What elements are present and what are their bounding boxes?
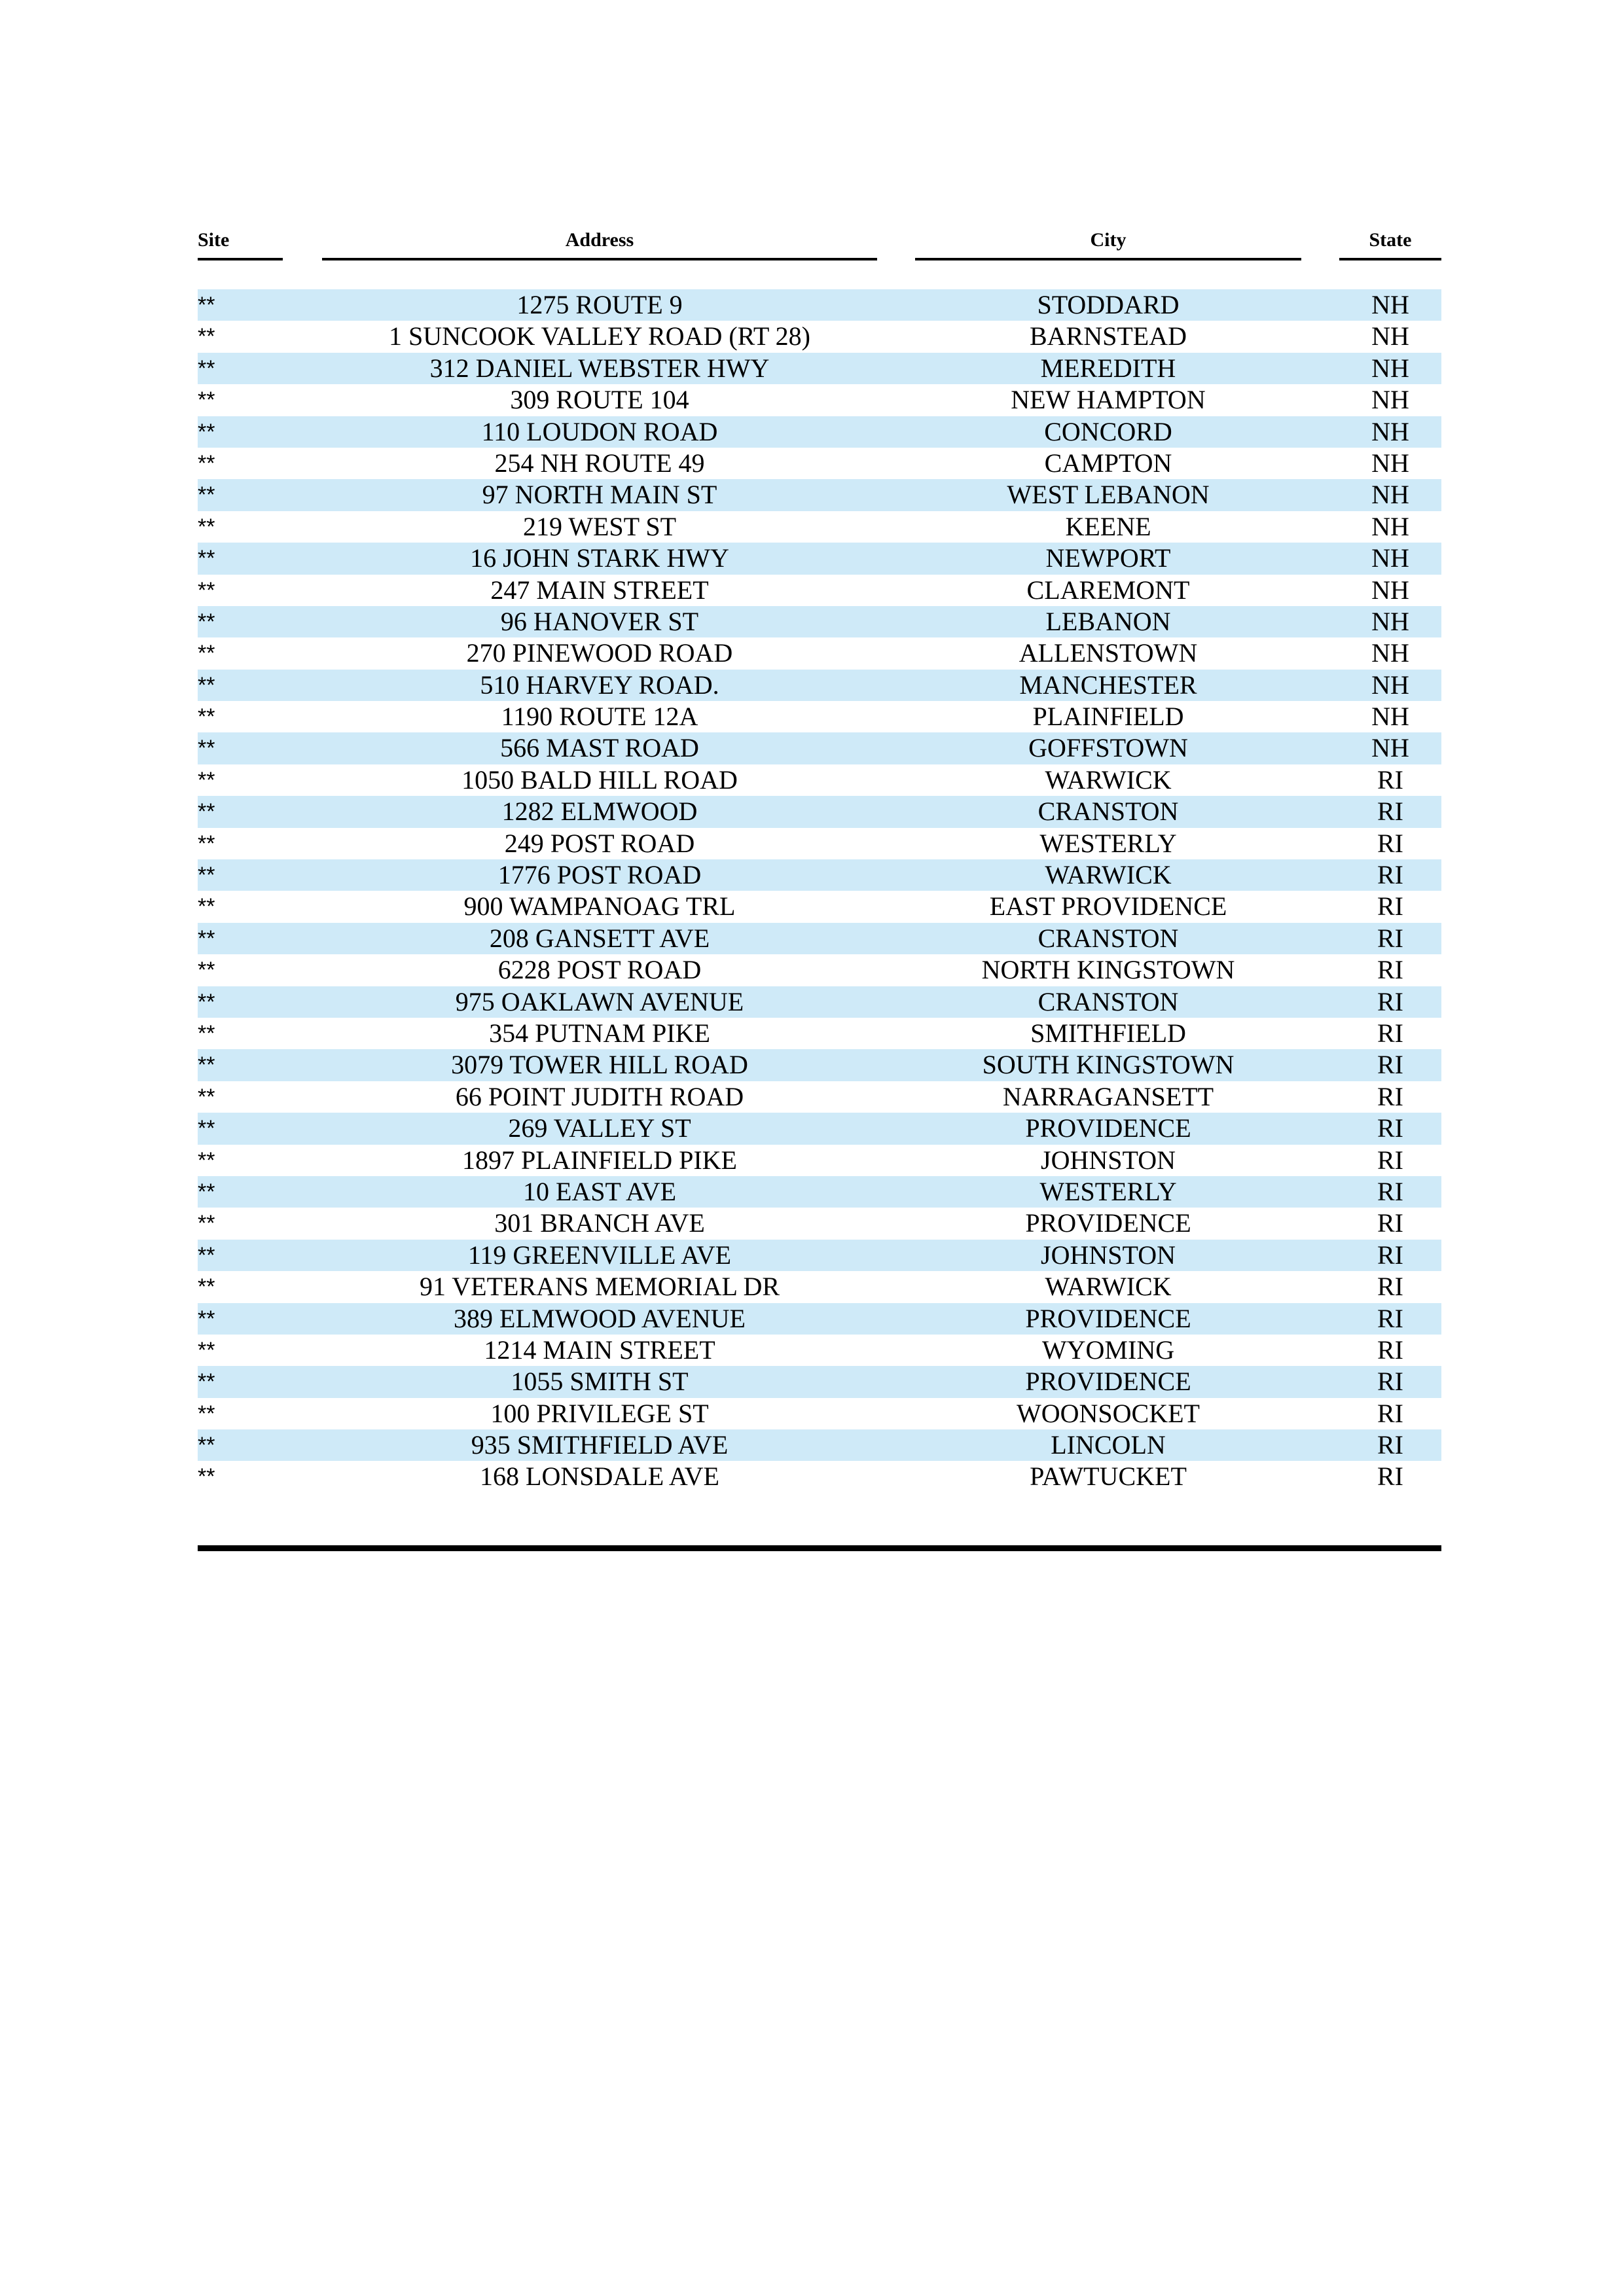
address-cell: 1190 ROUTE 12A	[501, 702, 698, 732]
address-cell: 354 PUTNAM PIKE	[489, 1018, 710, 1048]
table-row	[198, 637, 1441, 669]
city-cell: JOHNSTON	[1041, 1145, 1176, 1175]
state-cell: RI	[1377, 986, 1403, 1016]
table-row	[198, 986, 1441, 1018]
city-cell: PROVIDENCE	[1025, 1367, 1191, 1397]
site-cell: **	[198, 1052, 215, 1078]
address-cell: 3079 TOWER HILL ROAD	[451, 1050, 748, 1080]
state-cell: RI	[1377, 891, 1403, 922]
address-cell: 1214 MAIN STREET	[484, 1335, 715, 1365]
address-cell: 168 LONSDALE AVE	[480, 1462, 719, 1492]
address-cell: 269 VALLEY ST	[508, 1113, 691, 1143]
table-row	[198, 1081, 1441, 1113]
site-cell: **	[198, 925, 215, 951]
state-cell: NH	[1371, 321, 1409, 351]
address-cell: 249 POST ROAD	[504, 828, 695, 858]
site-cell: **	[198, 1242, 215, 1268]
site-cell: **	[198, 1116, 215, 1141]
city-cell: WEST LEBANON	[1007, 480, 1210, 510]
table-row	[198, 384, 1441, 416]
table-row	[198, 1018, 1441, 1049]
site-cell: **	[198, 546, 215, 571]
address-cell: 510 HARVEY ROAD.	[480, 670, 719, 700]
state-cell: NH	[1371, 416, 1409, 446]
address-cell: 10 EAST AVE	[522, 1176, 677, 1206]
state-cell: RI	[1377, 828, 1403, 858]
city-cell: WESTERLY	[1039, 1176, 1177, 1206]
state-cell: NH	[1371, 575, 1409, 605]
bottom-rule	[198, 1545, 1441, 1551]
table-row	[198, 289, 1441, 321]
address-cell: 1776 POST ROAD	[497, 860, 702, 890]
address-cell: 975 OAKLAWN AVENUE	[455, 986, 744, 1016]
table-row	[198, 321, 1441, 352]
table-row	[198, 1208, 1441, 1239]
table-row	[198, 732, 1441, 764]
city-cell: STODDARD	[1037, 290, 1180, 319]
address-cell: 1055 SMITH ST	[511, 1367, 689, 1397]
table-row	[198, 1271, 1441, 1302]
table-row	[198, 1240, 1441, 1271]
state-cell: RI	[1377, 1050, 1403, 1080]
address-cell: 119 GREENVILLE AVE	[467, 1240, 732, 1270]
site-cell: **	[198, 1369, 215, 1395]
city-cell: MEREDITH	[1040, 353, 1176, 383]
site-cell: **	[198, 1179, 215, 1204]
table-row	[198, 1049, 1441, 1081]
state-cell: NH	[1371, 448, 1409, 478]
table-row	[198, 1303, 1441, 1335]
site-cell: **	[198, 641, 215, 666]
state-cell: RI	[1377, 1430, 1403, 1460]
site-cell: **	[198, 450, 215, 476]
address-cell: 566 MAST ROAD	[500, 733, 699, 763]
state-cell: NH	[1371, 290, 1409, 319]
city-cell: WARWICK	[1045, 1272, 1172, 1302]
site-cell: **	[198, 293, 215, 317]
state-cell: RI	[1377, 1081, 1403, 1111]
state-cell: NH	[1371, 670, 1409, 700]
state-cell: RI	[1377, 797, 1403, 827]
city-cell: CONCORD	[1044, 416, 1172, 446]
site-cell: **	[198, 387, 215, 413]
city-cell: CRANSTON	[1038, 986, 1179, 1016]
address-cell: 1897 PLAINFIELD PIKE	[462, 1145, 737, 1175]
site-cell: **	[198, 1211, 215, 1236]
state-cell: RI	[1377, 1272, 1403, 1302]
city-cell: BARNSTEAD	[1029, 321, 1187, 351]
site-cell: **	[198, 1401, 215, 1426]
state-cell: NH	[1371, 385, 1409, 415]
city-cell: PLAINFIELD	[1032, 702, 1184, 732]
site-cell: **	[198, 1337, 215, 1363]
state-cell: RI	[1377, 1145, 1403, 1175]
city-cell: CAMPTON	[1044, 448, 1172, 478]
state-cell: RI	[1377, 1176, 1403, 1206]
state-cell: NH	[1371, 480, 1409, 510]
site-cell: **	[198, 514, 215, 539]
table-row	[198, 1366, 1441, 1397]
address-cell: 1050 BALD HILL ROAD	[461, 764, 738, 795]
site-cell: **	[198, 894, 215, 920]
site-cell: **	[198, 1084, 215, 1109]
table-row	[198, 1176, 1441, 1208]
city-cell: NARRAGANSETT	[1002, 1081, 1214, 1111]
site-cell: **	[198, 1147, 215, 1173]
site-cell: **	[198, 831, 215, 856]
address-cell: 66 POINT JUDITH ROAD	[455, 1081, 744, 1111]
address-cell: 309 ROUTE 104	[510, 385, 689, 415]
table-row	[198, 923, 1441, 954]
state-cell: RI	[1377, 1462, 1403, 1492]
city-cell: MANCHESTER	[1019, 670, 1197, 700]
address-cell: 96 HANOVER ST	[500, 606, 699, 636]
site-cell: **	[198, 863, 215, 888]
site-cell: **	[198, 989, 215, 1014]
site-cell: **	[198, 1274, 215, 1300]
column-header-address: Address	[322, 223, 877, 260]
site-cell: **	[198, 482, 215, 508]
city-cell: JOHNSTON	[1041, 1240, 1176, 1270]
address-cell: 1 SUNCOOK VALLEY ROAD (RT 28)	[389, 321, 810, 351]
site-cell: **	[198, 958, 215, 983]
state-cell: RI	[1377, 923, 1403, 953]
table-body	[198, 289, 1441, 1493]
city-cell: WYOMING	[1041, 1335, 1175, 1365]
city-cell: NEW HAMPTON	[1011, 385, 1206, 415]
table-row	[198, 891, 1441, 922]
table-row	[198, 1335, 1441, 1366]
state-cell: NH	[1371, 733, 1409, 763]
city-cell: SOUTH KINGSTOWN	[982, 1050, 1235, 1080]
table-row	[198, 1398, 1441, 1429]
address-cell: 110 LOUDON ROAD	[481, 416, 718, 446]
table-row	[198, 670, 1441, 701]
address-cell: 219 WEST ST	[522, 511, 677, 541]
address-cell: 270 PINEWOOD ROAD	[466, 638, 733, 668]
address-cell: 254 NH ROUTE 49	[494, 448, 705, 478]
state-cell: RI	[1377, 764, 1403, 795]
state-cell: RI	[1377, 1113, 1403, 1143]
address-cell: 91 VETERANS MEMORIAL DR	[419, 1272, 780, 1302]
table-row	[198, 796, 1441, 827]
address-cell: 247 MAIN STREET	[490, 575, 709, 605]
column-header-site: Site	[198, 223, 283, 260]
site-cell: **	[198, 672, 215, 698]
city-cell: WESTERLY	[1039, 828, 1177, 858]
table-row	[198, 479, 1441, 511]
address-cell: 389 ELMWOOD AVENUE	[454, 1303, 746, 1333]
state-cell: NH	[1371, 638, 1409, 668]
state-cell: RI	[1377, 860, 1403, 890]
city-cell: PROVIDENCE	[1025, 1113, 1191, 1143]
address-cell: 900 WAMPANOAG TRL	[463, 891, 736, 922]
site-cell: **	[198, 419, 215, 444]
address-cell: 100 PRIVILEGE ST	[490, 1398, 709, 1428]
address-cell: 935 SMITHFIELD AVE	[471, 1430, 729, 1460]
state-cell: RI	[1377, 1398, 1403, 1428]
table-row	[198, 954, 1441, 986]
state-cell: NH	[1371, 543, 1409, 573]
column-header-city: City	[915, 223, 1301, 260]
site-cell: **	[198, 1433, 215, 1458]
address-cell: 97 NORTH MAIN ST	[482, 480, 717, 510]
state-cell: RI	[1377, 1018, 1403, 1048]
city-cell: SMITHFIELD	[1030, 1018, 1186, 1048]
state-cell: NH	[1371, 702, 1409, 732]
address-cell: 301 BRANCH AVE	[494, 1208, 705, 1238]
state-cell: NH	[1371, 606, 1409, 636]
table-row	[198, 511, 1441, 543]
address-cell: 16 JOHN STARK HWY	[470, 543, 729, 573]
city-cell: CLAREMONT	[1026, 575, 1190, 605]
city-cell: WARWICK	[1045, 860, 1172, 890]
table-row	[198, 416, 1441, 448]
address-cell: 312 DANIEL WEBSTER HWY	[429, 353, 770, 383]
city-cell: WARWICK	[1045, 764, 1172, 795]
state-cell: RI	[1377, 1303, 1403, 1333]
table-row	[198, 353, 1441, 384]
table-row	[198, 1145, 1441, 1176]
table-row	[198, 575, 1441, 606]
site-cell: **	[198, 355, 215, 381]
state-cell: RI	[1377, 1367, 1403, 1397]
state-cell: RI	[1377, 1240, 1403, 1270]
site-cell: **	[198, 704, 215, 730]
site-cell: **	[198, 799, 215, 825]
table-row	[198, 1461, 1441, 1492]
city-cell: LEBANON	[1045, 606, 1171, 636]
table-row	[198, 448, 1441, 479]
site-cell: **	[198, 1306, 215, 1331]
site-cell: **	[198, 324, 215, 350]
city-cell: PROVIDENCE	[1025, 1208, 1191, 1238]
city-cell: EAST PROVIDENCE	[989, 891, 1227, 922]
city-cell: NEWPORT	[1045, 543, 1171, 573]
address-cell: 1282 ELMWOOD	[501, 797, 698, 827]
city-cell: NORTH KINGSTOWN	[981, 955, 1235, 985]
table-row	[198, 828, 1441, 859]
table-row	[198, 1429, 1441, 1461]
site-cell: **	[198, 577, 215, 603]
state-cell: NH	[1371, 511, 1409, 541]
table-row	[198, 764, 1441, 796]
site-cell: **	[198, 736, 215, 761]
column-header-state: State	[1339, 223, 1441, 260]
city-cell: PAWTUCKET	[1030, 1462, 1187, 1492]
city-cell: WOONSOCKET	[1017, 1398, 1200, 1428]
site-cell: **	[198, 1020, 215, 1046]
city-cell: ALLENSTOWN	[1019, 638, 1198, 668]
state-cell: RI	[1377, 955, 1403, 985]
table-row	[198, 606, 1441, 637]
city-cell: GOFFSTOWN	[1028, 733, 1188, 763]
city-cell: KEENE	[1065, 511, 1151, 541]
address-cell: 208 GANSETT AVE	[489, 923, 710, 953]
state-cell: RI	[1377, 1335, 1403, 1365]
table-row	[198, 543, 1441, 574]
city-cell: CRANSTON	[1038, 797, 1179, 827]
city-cell: PROVIDENCE	[1025, 1303, 1191, 1333]
city-cell: CRANSTON	[1038, 923, 1179, 953]
table-row	[198, 859, 1441, 891]
address-cell: 1275 ROUTE 9	[516, 290, 683, 319]
table-row	[198, 701, 1441, 732]
table-row	[198, 1113, 1441, 1144]
site-cell: **	[198, 609, 215, 634]
state-cell: RI	[1377, 1208, 1403, 1238]
city-cell: LINCOLN	[1051, 1430, 1166, 1460]
state-cell: NH	[1371, 353, 1409, 383]
address-cell: 6228 POST ROAD	[497, 955, 702, 985]
site-cell: **	[198, 1464, 215, 1490]
site-cell: **	[198, 767, 215, 793]
